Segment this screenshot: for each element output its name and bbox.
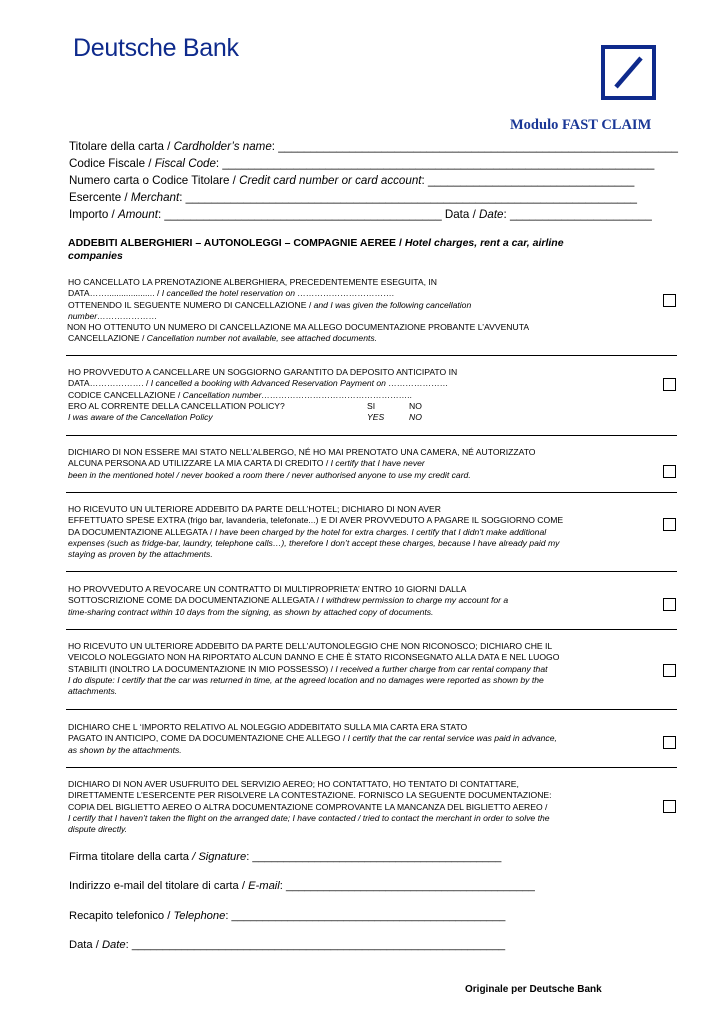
block-line: HO PROVVEDUTO A CANCELLARE UN SOGGIORNO GARANTITO DA DEPOSITO ANTICIPATO IN — [68, 367, 458, 377]
brand-name: Deutsche Bank — [73, 34, 239, 62]
claim-block-never-stayed — [68, 447, 658, 481]
checkbox-never-stayed[interactable] — [663, 465, 676, 478]
claim-block-flight-not-used — [68, 779, 658, 835]
form-title: Modulo FAST CLAIM — [510, 117, 652, 133]
claim-block-timeshare — [68, 584, 658, 618]
block-line: DATA…….................... / I cancelled the hotel reservation on ……………………………. — [68, 288, 395, 299]
telephone-field[interactable]: Recapito telefonico / Telephone: ____________________________________________ — [69, 910, 506, 922]
claim-block-advance-deposit — [68, 367, 658, 423]
signature-field[interactable]: Firma titolare della carta / Signature: ________________________________________ — [69, 851, 502, 863]
block-line: STABILITI (INOLTRO LA DOCUMENTAZIONE IN MIO POSSESSO) / I received a further charge from car rental company that — [68, 663, 548, 674]
footer-note: Originale per Deutsche Bank — [465, 984, 602, 995]
block-line: HO CANCELLATO LA PRENOTAZIONE ALBERGHIERA, PRECEDENTEMENTE ESEGUITA, IN — [68, 277, 437, 287]
block-line: OTTENENDO IL SEGUENTE NUMERO DI CANCELLAZIONE / and I was given the following cancellation — [68, 299, 472, 310]
block-line: I certify that I haven’t taken the flight on the arranged date; I have contacted / tried to contact the merchant in order to solve the — [68, 812, 550, 823]
block-line: DA DOCUMENTAZIONE ALLEGATA / I have been charged by the hotel for extra charges. I certify that I didn’t make additional — [68, 526, 547, 537]
section-heading: ADDEBITI ALBERGHIERI – AUTONOLEGGI – COMPAGNIE AEREE / Hotel charges, rent a car, airline companies — [68, 237, 564, 262]
block-line: expenses (such as fridge-bar, laundry, telephone calls…), therefore I don’t accept these charges, because I have already paid my — [68, 537, 560, 548]
claim-block-car-rental-charge — [68, 641, 658, 697]
checkbox-hotel-cancellation[interactable] — [663, 294, 676, 307]
block-line: NON HO OTTENUTO UN NUMERO DI CANCELLAZIONE MA ALLEGO DOCUMENTAZIONE PROBANTE L’AVVENUTA — [67, 322, 530, 333]
block-line: VEICOLO NOLEGGIATO NON HA RIPORTATO ALCUN DANNO E CHE È STATO RICONSEGNATO ALLA DATA E NEL LUOGO — [68, 652, 560, 663]
divider — [66, 629, 677, 630]
no-option[interactable]: NO — [409, 400, 422, 411]
block-line: DICHIARO DI NON ESSERE MAI STATO NELL’ALBERGO, NÉ HO MAI PRENOTATO UNA CAMERA, NÉ AUTORIZZATO — [68, 447, 536, 457]
block-line: COPIA DEL BIGLIETTO AEREO O ALTRA DOCUMENTAZIONE COMPROVANTE LA MANCANZA DEL BIGLIETTO AEREO / — [68, 801, 548, 812]
block-line: DATA………………. / I cancelled a booking with Advanced Reservation Payment on ………………… — [68, 378, 449, 389]
block-line: DICHIARO DI NON AVER USUFRUITO DEL SERVIZIO AEREO; HO CONTATTATO, HO TENTATO DI CONTATTARE, — [68, 779, 519, 789]
divider — [66, 709, 677, 710]
divider — [66, 767, 677, 768]
date-field[interactable]: Data / Date: ____________________________________________________________ — [69, 939, 506, 951]
divider — [66, 492, 677, 493]
block-line: I was aware of the Cancellation Policy YES NO — [68, 412, 422, 423]
block-line: I do dispute: I certify that the car was returned in time, at the agreed location and no damages were reported as shown by the — [68, 674, 544, 685]
block-line: HO RICEVUTO UN ULTERIORE ADDEBITO DA PARTE DELL’AUTONOLEGGIO CHE NON RICONOSCO; DICHIARO CHE IL — [68, 641, 553, 651]
checkbox-flight-not-used[interactable] — [663, 800, 676, 813]
divider — [66, 435, 677, 436]
yes-option[interactable]: SI — [367, 400, 376, 411]
block-line: PAGATO IN ANTICIPO, COME DA DOCUMENTAZIONE CHE ALLEGO / I certify that the car rental service was paid in advance, — [68, 733, 557, 744]
divider — [66, 571, 677, 572]
block-line: been in the mentioned hotel / never booked a room there / never authorised anyone to use my credit card. — [68, 469, 471, 480]
block-line: staying as proven by the attachments. — [68, 549, 213, 560]
block-line: ALCUNA PERSONA AD UTILIZZARE LA MIA CARTA DI CREDITO / I certify that I have never — [68, 458, 425, 469]
block-line: HO RICEVUTO UN ULTERIORE ADDEBITO DA PARTE DELL’HOTEL; DICHIARO DI NON AVER — [68, 504, 441, 514]
checkbox-hotel-extra-charges[interactable] — [663, 518, 676, 531]
fiscal-code-field[interactable]: Codice Fiscale / Fiscal Code: ___________________________________________________________________ — [69, 157, 655, 170]
card-number-field[interactable]: Numero carta o Codice Titolare / Credit card number or card account: ________________________________ — [69, 174, 635, 187]
checkbox-car-rental-prepaid[interactable] — [663, 736, 676, 749]
claim-block-hotel-cancellation — [68, 277, 658, 345]
deutsche-bank-logo-icon — [601, 45, 656, 100]
block-line: as shown by the attachments. — [68, 744, 182, 755]
checkbox-timeshare[interactable] — [663, 598, 676, 611]
block-line: EFFETTUATO SPESE EXTRA (frigo bar, lavanderia, telefonate...) E DI AVER PROVVEDUTO A PAGARE IL SOGGIORNO COME — [68, 515, 564, 526]
block-line: CANCELLAZIONE / Cancellation number not available, see attached documents. — [68, 333, 378, 344]
divider — [66, 355, 677, 356]
block-line: attachments. — [68, 686, 118, 697]
block-line: HO PROVVEDUTO A REVOCARE UN CONTRATTO DI MULTIPROPRIETA’ ENTRO 10 GIORNI DALLA — [68, 584, 467, 594]
block-line: dispute directly. — [68, 824, 128, 835]
email-field[interactable]: Indirizzo e-mail del titolare di carta / E-mail: ________________________________________ — [69, 880, 535, 892]
claim-block-hotel-extra-charges — [68, 504, 658, 560]
checkbox-advance-deposit[interactable] — [663, 378, 676, 391]
amount-date-field[interactable]: Importo / Amount: ___________________________________________ Data / Date: ______________________ — [69, 208, 652, 221]
merchant-field[interactable]: Esercente / Merchant: ______________________________________________________________________ — [69, 191, 637, 204]
block-line: DICHIARO CHE L ‘IMPORTO RELATIVO AL NOLEGGIO ADDEBITATO SULLA MIA CARTA ERA STATO — [68, 722, 468, 732]
claim-block-car-rental-prepaid — [68, 722, 658, 756]
block-line: time-sharing contract within 10 days from the signing, as shown by attached copy of documents. — [68, 606, 434, 617]
block-line: ERO AL CORRENTE DELLA CANCELLATION POLICY? SI NO — [68, 400, 422, 411]
cardholder-name-field[interactable]: Titolare della carta / Cardholder’s name: ______________________________________________________________ — [69, 140, 679, 153]
block-line: CODICE CANCELLAZIONE / Cancellation number…………………………………………….. — [68, 389, 413, 400]
block-line: number………………… — [68, 310, 158, 321]
checkbox-car-rental-charge[interactable] — [663, 664, 676, 677]
block-line: DIRETTAMENTE L’ESERCENTE PER RISOLVERE LA CONTESTAZIONE. FORNISCO LA SEGUENTE DOCUMENTAZIONE: — [68, 790, 552, 801]
block-line: SOTTOSCRIZIONE COME DA DOCUMENTAZIONE ALLEGATA / I withdrew permission to charge my account for a — [68, 595, 509, 606]
